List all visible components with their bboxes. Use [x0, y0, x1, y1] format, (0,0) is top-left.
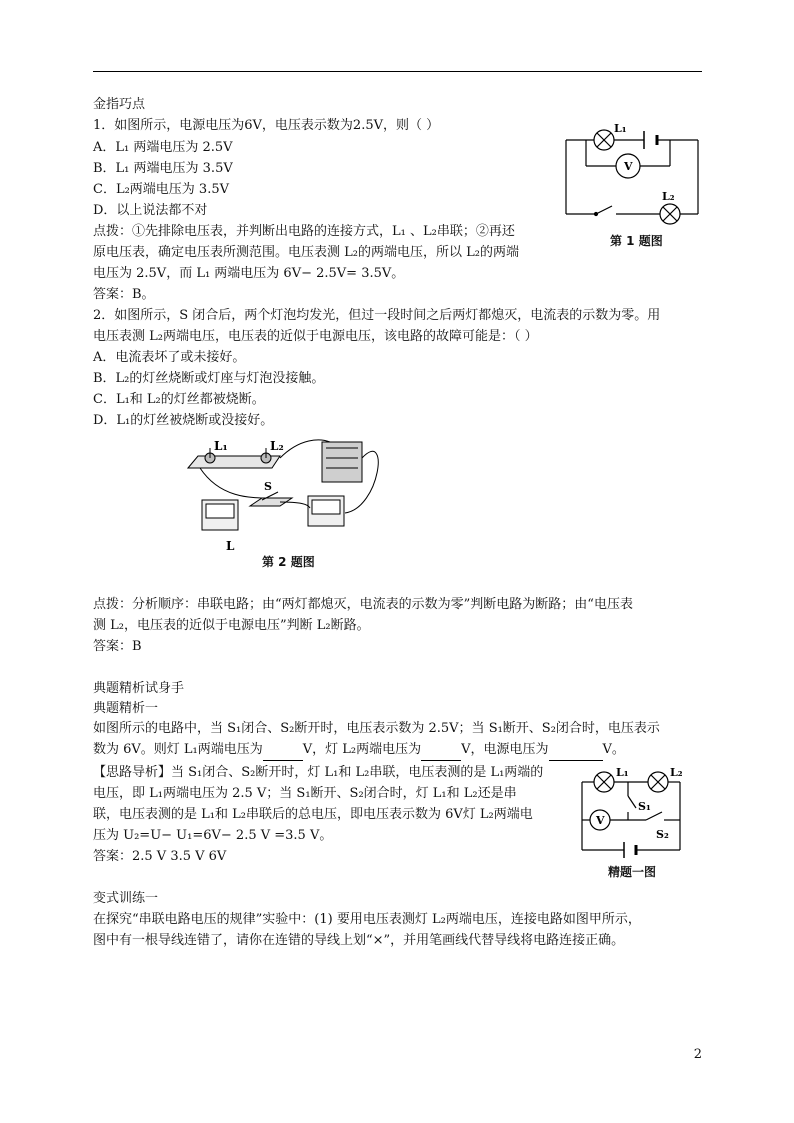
figure-jingti-1-circuit [576, 764, 704, 860]
q2-option-d: D．L₁的灯丝被烧断或没接好。 [93, 413, 274, 428]
q1-hint-line3: 电压为 2.5V，而 L₁ 两端电压为 6V− 2.5V= 3.5V。 [93, 266, 405, 281]
q2-hint-line1: 点拨：分析顺序：串联电路；由“两灯都熄灭，电流表的示数为零”判断电路为断路；由“电压表 [93, 597, 633, 612]
guide-line2: 电压，即 L₁两端电压为 2.5 V；当 S₁断开、S₂闭合时，灯 L₁和 L₂还是串 [93, 786, 517, 801]
section-title-bianshi: 变式训练一 [93, 891, 159, 906]
q2-answer: 答案：B [93, 639, 142, 654]
section-sub-jingxi-1: 典题精析一 [93, 701, 159, 716]
figure-2-label-l2: L₂ [270, 439, 284, 453]
figure-1-circuit [560, 118, 710, 230]
q2-option-b: B．L₂的灯丝烧断或灯座与灯泡没接触。 [93, 371, 325, 386]
q1-option-b: B．L₁ 两端电压为 3.5V [93, 161, 233, 176]
example-1-text-d: V。 [602, 742, 625, 757]
q1-option-a: A．L₁ 两端电压为 2.5V [93, 140, 233, 155]
variant-1-line1: 在探究“串联电路电压的规律”实验中：(1) 要用电压表测灯 L₂两端电压，连接电路如图甲所示， [93, 912, 641, 927]
page-number: 2 [693, 1047, 702, 1062]
example-1-line1: 如图所示的电路中，当 S₁闭合、S₂断开时，电压表示数为 2.5V；当 S₁断开、S₂闭合时，电压表示 [93, 721, 660, 736]
figure-jingti-1-caption: 精题一图 [608, 865, 657, 879]
figure-1-label-l1: L₁ [614, 122, 627, 135]
figure-1-caption: 第 1 题图 [610, 234, 663, 248]
q2-stem-line2: 电压表测 L₂两端电压，电压表的近似于电源电压，该电路的故障可能是：（ ） [93, 329, 538, 344]
figure-2-label-s: S [264, 480, 272, 493]
q1-answer: 答案：B。 [93, 287, 155, 302]
q2-stem-line1: 2．如图所示，S 闭合后，两个灯泡均发光，但过一段时间之后两灯都熄灭，电流表的示数为零。用 [93, 308, 661, 323]
figure-jingti-label-v: V [596, 814, 605, 827]
section-title-dianti: 典题精析试身手 [93, 681, 185, 696]
q1-hint-line1: 点拨：①先排除电压表，并判断出电路的连接方式，L₁ 、L₂串联；②再还 [93, 224, 515, 239]
example-1-answer: 答案：2.5 V 3.5 V 6V [93, 849, 227, 864]
q1-option-c: C．L₂两端电压为 3.5V [93, 182, 229, 197]
figure-jingti-label-s2: S₂ [656, 828, 669, 841]
figure-jingti-label-l2: L₂ [670, 766, 683, 779]
blank-source-voltage[interactable] [549, 740, 603, 761]
guide-line1: 【思路导析】当 S₁闭合、S₂断开时，灯 L₁和 L₂串联，电压表测的是 L₁两端的 [93, 765, 544, 780]
section-title-jinzhi: 金指巧点 [93, 97, 146, 112]
blank-l1-voltage[interactable] [263, 740, 303, 761]
q2-hint-line2: 测 L₂，电压表的近似于电源电压”判断 L₂断路。 [93, 618, 370, 633]
example-1-line2 [93, 740, 625, 761]
q1-option-d: D．以上说法都不对 [93, 203, 208, 218]
q2-option-c: C．L₁和 L₂的灯丝都被烧断。 [93, 392, 265, 407]
example-1-text-b: V，灯 L₂两端电压为 [302, 742, 422, 757]
example-1-text-c: V，电源电压为 [461, 742, 549, 757]
figure-2-caption: 第 2 题图 [262, 555, 315, 569]
q2-option-a: A．电流表坏了或未接好。 [93, 350, 246, 365]
example-1-text-a: 数为 6V。则灯 L₁两端电压为 [93, 742, 263, 757]
figure-2-apparatus [180, 428, 400, 556]
q1-stem: 1．如图所示，电源电压为6V，电压表示数为2.5V，则（ ） [93, 118, 440, 133]
q1-hint-line2: 原电压表，确定电压表所测范围。电压表测 L₂的两端电压，所以 L₂的两端 [93, 245, 519, 260]
blank-l2-voltage[interactable] [421, 740, 461, 761]
guide-line3: 联，电压表测的是 L₁和 L₂串联后的总电压，即电压表示数为 6V灯 L₂两端电 [93, 807, 533, 822]
figure-2-label-l1: L₁ [214, 439, 228, 453]
figure-2-label-l: L [226, 539, 235, 553]
guide-line4: 压为 U₂=U− U₁=6V− 2.5 V =3.5 V。 [93, 828, 333, 843]
variant-1-line2: 图中有一根导线连错了，请你在连错的导线上划“×”，并用笔画线代替导线将电路连接正确。 [93, 933, 625, 948]
figure-1-label-v: V [624, 160, 633, 173]
header-rule [93, 71, 702, 72]
figure-1-label-l2: L₂ [662, 190, 675, 203]
figure-jingti-label-s1: S₁ [638, 800, 651, 813]
figure-jingti-label-l1: L₁ [616, 766, 629, 779]
